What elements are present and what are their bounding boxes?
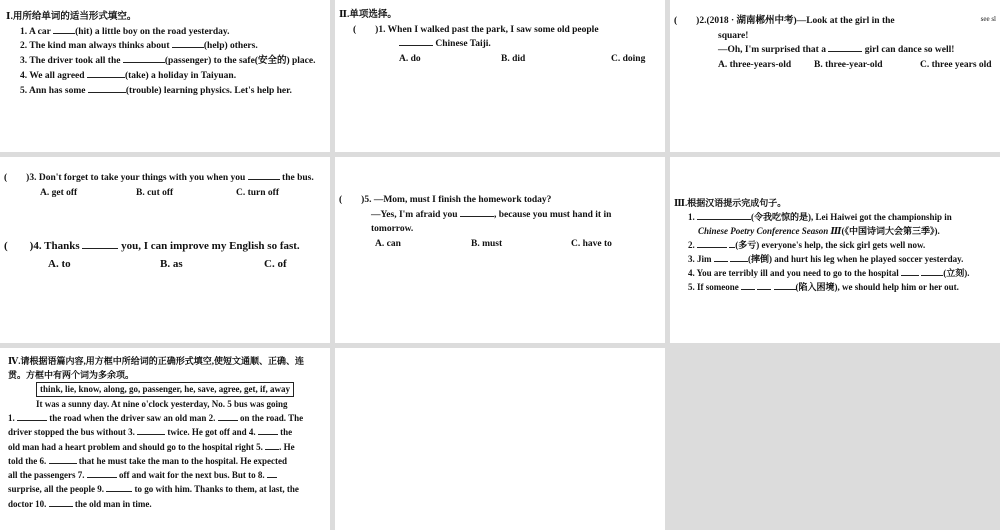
answer-blank[interactable] (218, 412, 238, 421)
answer-blank[interactable] (88, 84, 126, 93)
option-a[interactable]: A. to (48, 258, 71, 271)
answer-blank[interactable] (828, 43, 862, 52)
section-heading: Ⅲ.根据汉语提示完成句子。 (674, 198, 787, 208)
passage-line: It was a sunny day. At nine o'clock yesterday, No. 5 bus was going (36, 399, 288, 410)
option-c[interactable]: C. of (264, 258, 287, 271)
section-heading: Ⅳ.请根据语篇内容,用方框中所给词的正确形式填空,使短文通顺、正确、连 (8, 356, 304, 366)
answer-blank[interactable] (258, 426, 278, 435)
answer-blank[interactable] (248, 171, 280, 180)
question-5-stem: ( )5. —Mom, must I finish the homework today? (339, 195, 552, 205)
option-b[interactable]: B. three-year-old (814, 60, 883, 71)
sentence-5: 5. If someone (陷入困境), we should help him or her out. (688, 281, 959, 292)
answer-blank[interactable] (265, 441, 279, 450)
answer-blank[interactable] (172, 39, 204, 48)
blank-panel (335, 348, 665, 530)
answer-blank[interactable] (137, 426, 165, 435)
answer-blank[interactable] (53, 25, 75, 34)
option-a[interactable]: A. can (375, 239, 401, 250)
option-a[interactable]: A. three-years-old (718, 60, 792, 71)
answer-blank[interactable] (82, 240, 118, 249)
option-c[interactable]: C. have to (571, 239, 612, 250)
options (4, 186, 324, 201)
answer-blank[interactable] (757, 281, 771, 290)
option-b[interactable]: B. must (471, 239, 503, 250)
answer-blank[interactable] (697, 239, 727, 248)
options (339, 52, 661, 67)
answer-blank[interactable] (774, 281, 796, 290)
answer-blank[interactable] (267, 469, 277, 478)
answer-blank[interactable] (399, 37, 433, 46)
passage-line: doctor 10. the old man in time. (8, 498, 152, 509)
option-c[interactable]: C. three years old (920, 60, 992, 71)
answer-blank[interactable] (106, 483, 132, 492)
fill-in-words-section (0, 0, 330, 152)
complete-sentences-section: Ⅲ.根据汉语提示完成句子。 1. (令我吃惊的是), Lei Haiwei got the championship in Chinese Poetry Conference Season Ⅲ(《中国诗词大会第三季》). 2. (多亏) everyone's help, the sick girl gets well now. 3. Jim (摔倒) and hurt his leg when he played soccer yesterday. 4. You are terribly ill and you need to go to the hospital (立刻). 5. If someone (陷入困境), we should help him or her out. (670, 157, 1000, 343)
multiple-choice-section: Ⅱ.单项选择。 ( )1. When I walked past the park, I saw some old people Chinese Taiji. A. do B. did C. doing (335, 0, 665, 152)
answer-blank[interactable] (730, 253, 748, 262)
question-2-stem: ( )2.(2018 · 湖南郴州中考)—Look at the girl in the (674, 16, 895, 26)
question-4: 4. We all agreed (take) a holiday in Taiyuan. (20, 70, 237, 81)
options (674, 58, 996, 73)
passage-line: driver stopped the bus without 3. twice. He got off and 4. the (8, 427, 293, 438)
passage-line: told the 6. that he must take the man to the hospital. He expected (8, 455, 287, 466)
answer-blank[interactable] (49, 455, 77, 464)
option-c[interactable]: C. doing (611, 54, 646, 65)
answer-blank[interactable] (49, 498, 73, 507)
answer-blank[interactable] (87, 69, 125, 78)
passage-line: surprise, all the people 9. to go with him. Thanks to them, at last, the (8, 484, 299, 495)
passage-line: old man had a heart problem and should go to the hospital right 5. . He (8, 441, 295, 452)
sentence-4: 4. You are terribly ill and you need to go to the hospital (立刻). (688, 267, 970, 278)
question-4: ( )4. Thanks you, I can improve my English so fast. (4, 240, 300, 253)
answer-blank[interactable] (87, 469, 117, 478)
question-5: 5. Ann has some (trouble) learning physics. Let's help her. (20, 85, 292, 96)
option-a[interactable]: A. do (399, 54, 421, 65)
passage-line: 1. the road when the driver saw an old man 2. on the road. The (8, 413, 304, 424)
options (4, 256, 324, 274)
multiple-choice-question-2: see sl ( )2.(2018 · 湖南郴州中考)—Look at the girl in the square! —Oh, I'm surprised that a girl can dance so well! A. three-years-old B. three-year-old C. three years old (670, 0, 1000, 152)
answer-blank[interactable] (697, 211, 751, 220)
question-3: ( )3. Don't forget to take your things with you when you the bus. (4, 173, 314, 183)
section-heading: Ⅱ.单项选择。 (339, 10, 397, 20)
sentence-1: 1. (令我吃惊的是), Lei Haiwei got the championship in (688, 211, 952, 222)
answer-blank[interactable] (17, 412, 47, 421)
cropped-text: see sl (980, 15, 996, 23)
question-1: ( )1. When I walked past the park, I saw some old people (353, 24, 599, 35)
multiple-choice-questions-3-4 (0, 157, 330, 343)
option-b[interactable]: B. cut off (136, 187, 174, 198)
options (339, 237, 661, 252)
question-1: 1. A car (hit) a little boy on the road yesterday. (20, 26, 230, 37)
option-a[interactable]: A. get off (40, 187, 78, 198)
question-2: 2. The kind man always thinks about (help) others. (20, 41, 258, 52)
question-3: 3. The driver took all the (passenger) to the safe(安全的) place. (20, 56, 316, 67)
answer-blank[interactable] (714, 253, 728, 262)
sentence-2: 2. (多亏) everyone's help, the sick girl gets well now. (688, 239, 926, 250)
sentence-3: 3. Jim (摔倒) and hurt his leg when he played soccer yesterday. (688, 253, 964, 264)
option-b[interactable]: B. did (501, 54, 526, 65)
answer-blank[interactable] (741, 281, 755, 290)
multiple-choice-question-5: ( )5. —Mom, must I finish the homework today? —Yes, I'm afraid you , because you must hand it in tomorrow. A. can B. must C. have to (335, 157, 665, 343)
option-b[interactable]: B. as (160, 258, 183, 271)
word-box: think, lie, know, along, go, passenger, he, save, agree, get, if, away (36, 382, 294, 397)
section-heading: Ⅰ.用所给单词的适当形式填空。 (6, 12, 137, 22)
option-c[interactable]: C. turn off (236, 187, 280, 198)
answer-blank[interactable] (123, 54, 165, 63)
passage-line: all the passengers 7. off and wait for the next bus. But to 8. (8, 468, 324, 482)
answer-blank[interactable] (901, 267, 919, 276)
answer-blank[interactable] (460, 208, 494, 217)
answer-blank[interactable] (921, 267, 943, 276)
passage-cloze-section: Ⅳ.请根据语篇内容,用方框中所给词的正确形式填空,使短文通顺、正确、连 贯。方框中有两个词为多余项。 think, lie, know, along, go, passenger, he, save, agree, get, if, away It was a sunny day. At nine o'clock yesterday, No. 5 bus was going 1. the road when the driver saw an old man 2. on the road. The driver stopped the bus without 3. twice. He got off and 4. the old man had a heart problem and should go to the hospital right 5. . He told the 6. that he must take the man to the hospital. He expected all the passengers 7. off and wait for the next bus. But to 8. surprise, all the people 9. to go with him. Thanks to them, at last, the doctor 10. the old man in time. (0, 348, 330, 530)
